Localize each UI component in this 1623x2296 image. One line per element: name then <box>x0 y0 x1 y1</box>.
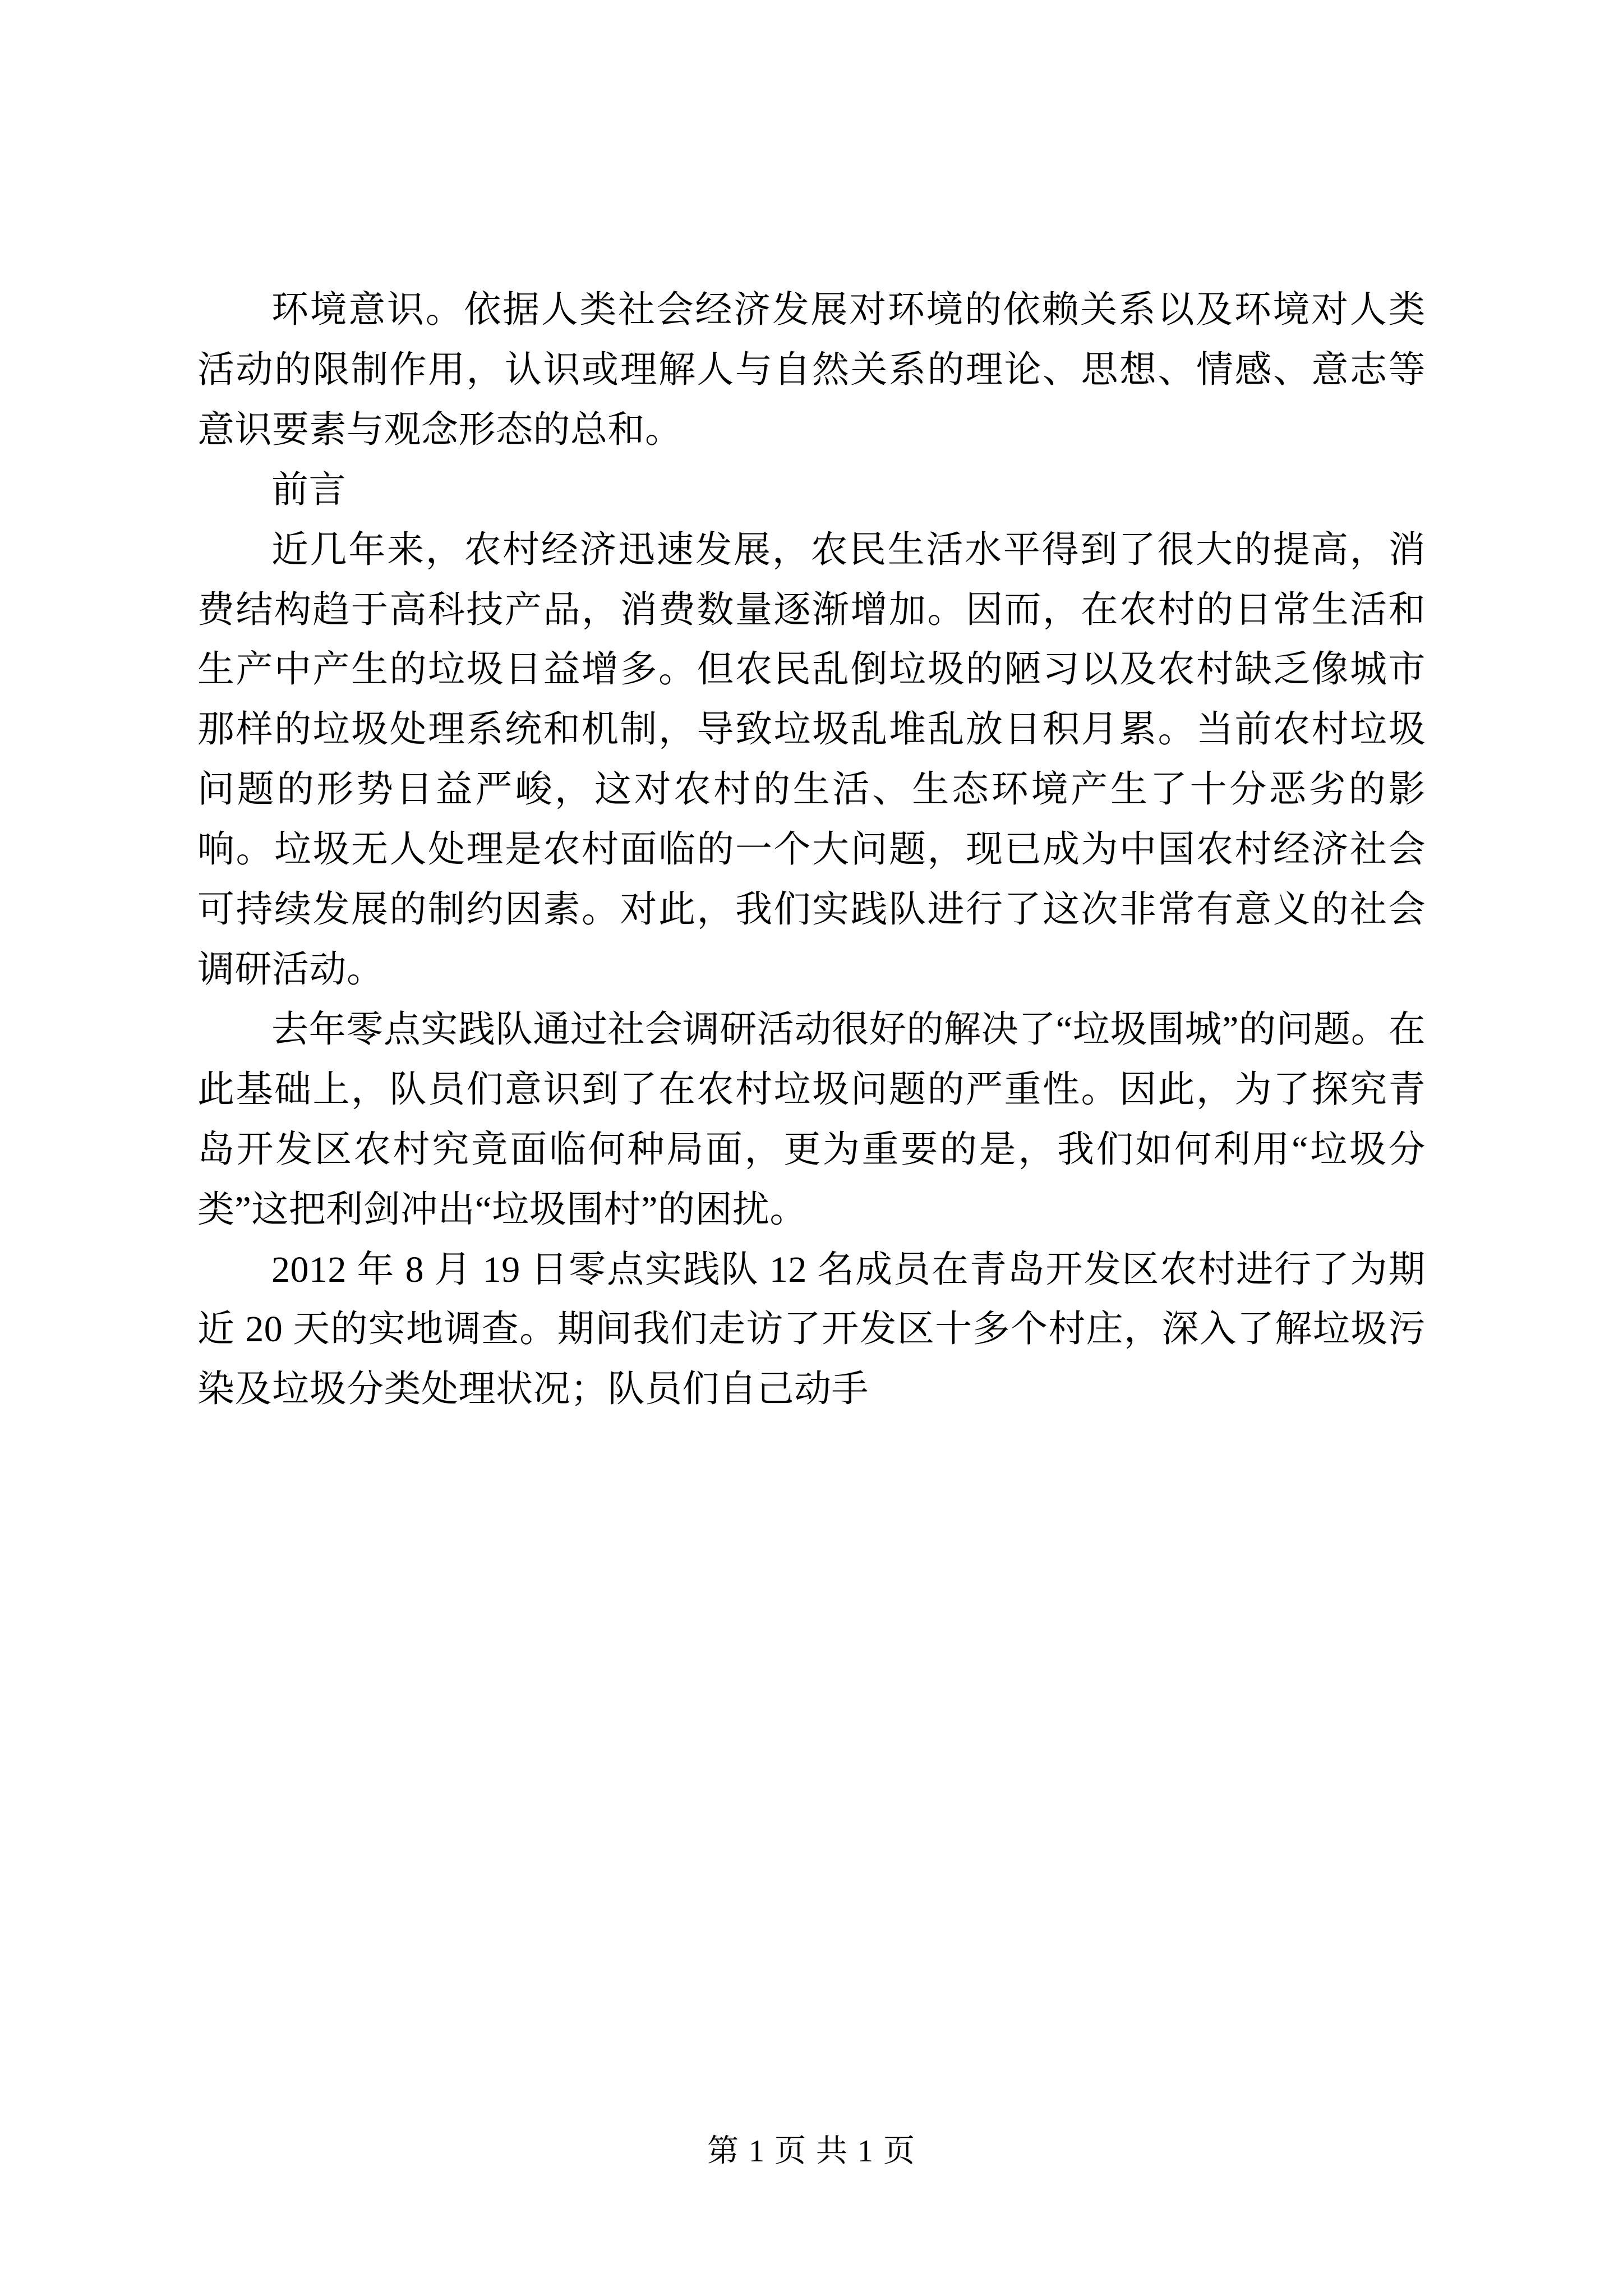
paragraph-5: 2012 年 8 月 19 日零点实践队 12 名成员在青岛开发区农村进行了为期近 20 天的实地调查。期间我们走访了开发区十多个村庄，深入了解垃圾污染及垃圾分类处理状况；队员们自己动手 <box>197 1249 1426 1410</box>
paragraph-1: 环境意识。依据人类社会经济发展对环境的依赖关系以及环境对人类活动的限制作用，认识或理解人与自然关系的理论、思想、情感、意志等意识要素与观念形态的总和。 <box>197 289 1426 450</box>
paragraph-3: 近几年来，农村经济迅速发展，农民生活水平得到了很大的提高，消费结构趋于高科技产品，消费数量逐渐增加。因而，在农村的日常生活和生产中产生的垃圾日益增多。但农民乱倒垃圾的陋习以及农村缺乏像城市那样的垃圾处理系统和机制，导致垃圾乱堆乱放日积月累。当前农村垃圾问题的形势日益严峻，这对农村的生活、生态环境产生了十分恶劣的影响。垃圾无人处理是农村面临的一个大问题，现已成为中国农村经济社会可持续发展的制约因素。对此，我们实践队进行了这次非常有意义的社会调研活动。 <box>197 529 1426 990</box>
page-footer: 第 1 页 共 1 页 <box>707 2134 916 2169</box>
paragraph-2-heading: 前言 <box>271 469 346 510</box>
paragraph-4: 去年零点实践队通过社会调研活动很好的解决了“垃圾围城”的问题。在此基础上，队员们意识到了在农村垃圾问题的严重性。因此，为了探究青岛开发区农村究竟面临何种局面，更为重要的是，我们如何利用“垃圾分类”这把利剑冲出“垃圾围村”的困扰。 <box>197 1009 1426 1230</box>
document-body <box>197 280 1426 1420</box>
